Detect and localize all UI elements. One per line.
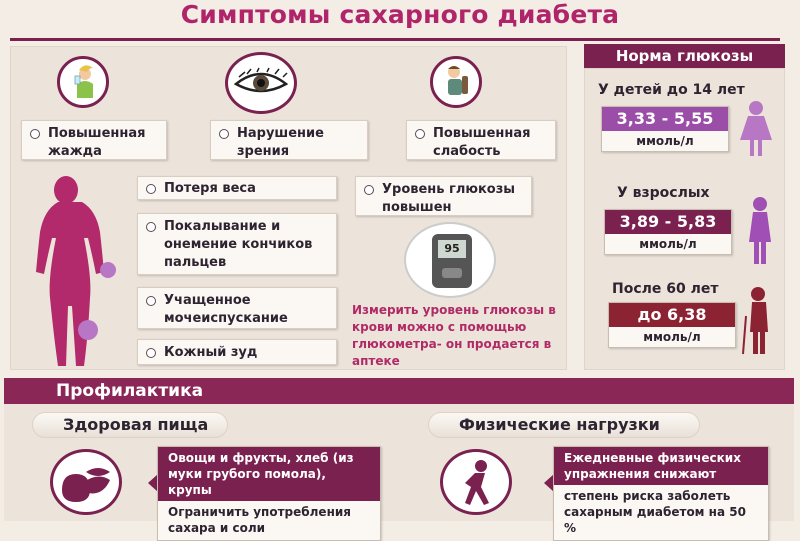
bullet-icon — [146, 296, 156, 306]
norm-children-label: У детей до 14 лет — [598, 82, 745, 98]
food-title: Здоровая пища — [32, 412, 228, 438]
adult-silhouette-icon — [745, 196, 775, 266]
norm-seniors-value: до 6,38 — [609, 303, 735, 327]
norm-seniors-label: После 60 лет — [612, 281, 719, 297]
symptom-weakness: Повышенная слабость — [406, 120, 556, 160]
glucometer-note: Измерить уровень глюкозы в крови можно с помощью глюкометра- он продается в аптеке — [352, 303, 556, 368]
bullet-icon — [146, 222, 156, 232]
symptom-urination: Учащенное мочеиспускание — [137, 287, 337, 329]
child-silhouette-icon — [738, 100, 774, 160]
glucometer-screen: 95 — [438, 240, 466, 258]
glucometer-button — [442, 268, 462, 278]
stretching-person-icon — [440, 449, 512, 515]
title-divider — [10, 38, 780, 41]
female-silhouette-icon — [22, 174, 132, 370]
symptom-itching: Кожный зуд — [137, 339, 337, 365]
bullet-icon — [415, 129, 425, 139]
fruits-icon — [50, 449, 122, 515]
senior-silhouette-icon — [740, 286, 774, 356]
bullet-icon — [30, 129, 40, 139]
eye-icon — [225, 52, 297, 114]
norm-seniors-box — [608, 302, 736, 348]
glucometer-icon — [432, 234, 472, 288]
exercise-title: Физические нагрузки — [428, 412, 700, 438]
norm-children-box — [601, 106, 729, 152]
exercise-bottom-text: степень риска заболеть сахарным диабетом на 50 % — [564, 489, 746, 535]
bullet-icon — [146, 348, 156, 358]
tired-man-icon — [430, 56, 482, 108]
drinking-girl-icon — [57, 56, 109, 108]
norm-adults-box — [604, 209, 732, 255]
page-title: Симптомы сахарного диабета — [180, 0, 620, 29]
food-top-text: Овощи и фрукты, хлеб (из муки грубого помола), крупы — [158, 447, 380, 501]
bullet-icon — [364, 185, 374, 195]
prevention-title: Профилактика — [4, 378, 794, 404]
norm-seniors-unit: ммоль/л — [643, 330, 701, 344]
bullet-icon — [219, 129, 229, 139]
exercise-callout — [553, 446, 769, 541]
norm-title: Норма глюкозы — [584, 44, 785, 68]
exercise-top-text: Ежедневные физических упражнения снижают — [554, 447, 768, 485]
norm-children-unit: ммоль/л — [636, 134, 694, 148]
norm-adults-label: У взрослых — [617, 185, 710, 201]
symptom-tingling: Покалывание и онемение кончиков пальцев — [137, 213, 337, 275]
bullet-icon — [146, 184, 156, 194]
symptom-thirst: Повышенная жажда — [21, 120, 167, 160]
norm-adults-unit: ммоль/л — [639, 237, 697, 251]
symptom-weight-loss: Потеря веса — [137, 176, 337, 200]
food-bottom-text: Ограничить употребления сахара и соли — [168, 505, 351, 535]
norm-children-value: 3,33 - 5,55 — [602, 107, 728, 131]
symptom-glucose: Уровень глюкозы повышен — [355, 176, 532, 216]
glucometer-circle — [404, 222, 496, 298]
food-callout — [157, 446, 381, 541]
symptom-vision: Нарушение зрения — [210, 120, 368, 160]
norm-adults-value: 3,89 - 5,83 — [605, 210, 731, 234]
